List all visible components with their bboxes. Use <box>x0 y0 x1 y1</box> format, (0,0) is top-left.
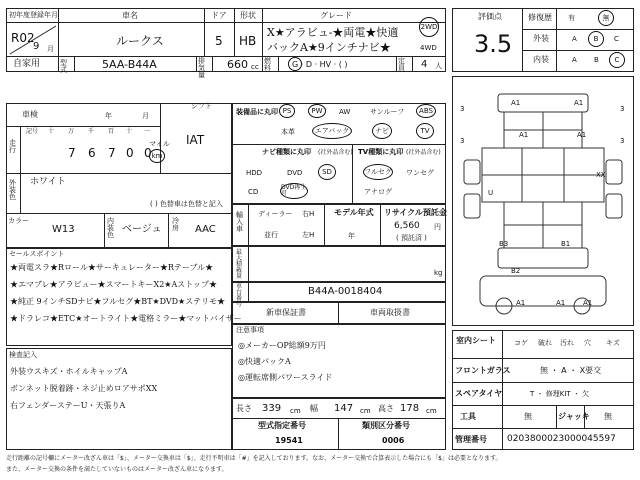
use-value: 自家用 <box>13 59 41 69</box>
seat-option: 穴 <box>584 339 591 347</box>
recycle-label: リサイクル預託金 <box>384 208 447 217</box>
navi-cd: CD <box>248 188 259 196</box>
inspection-label: 車検 <box>22 110 38 119</box>
damage-mark: U <box>488 189 494 197</box>
footer-line-2: また、メーター交換の条件を満たしていないものはメーター改ざん車になります。 <box>6 466 228 473</box>
car-outline-diagram <box>452 76 634 326</box>
jack-value: 無 <box>604 412 612 421</box>
odo-label: 走行 <box>9 139 16 154</box>
damage-mark: 3 <box>460 137 465 145</box>
equip-leather: 本革 <box>281 128 295 136</box>
capacity-unit: 人 <box>435 62 442 70</box>
spare-label: スペアタイヤ <box>455 389 503 398</box>
ac-value: AAC <box>195 224 216 235</box>
model-year-label: モデル年式 <box>334 208 374 217</box>
damage-mark: 3 <box>620 105 625 113</box>
ext-b-circle: B <box>588 31 604 47</box>
int-label: 内装 <box>533 55 549 64</box>
inspector-line: ボンネット脱着跡・ネジ止めロアサポXX <box>10 384 158 393</box>
repair-label: 修復歴 <box>528 13 552 22</box>
length-label: 長さ <box>236 404 252 413</box>
displacement-label: 排気量 <box>198 57 205 79</box>
navi-sub: (社外品含む) <box>318 149 353 156</box>
odo-unit: 記号 <box>26 128 39 135</box>
cc-unit: cc <box>251 63 259 71</box>
manual-label: 車両取扱書 <box>370 308 410 317</box>
exterior-color: ホワイト <box>30 177 66 187</box>
model-value: 5AA-B44A <box>102 58 157 71</box>
seat-option: 汚れ <box>560 339 574 347</box>
repair-yes: 有 <box>568 14 575 22</box>
load-label: 最大積載量 <box>236 249 243 280</box>
width-value: 147 <box>334 403 354 414</box>
interior-label: 内装色 <box>107 217 114 239</box>
import-label: 輸入車 <box>236 211 243 233</box>
note-line: ◎メーカーOP総額9万円 <box>238 341 326 350</box>
odo-digit: 7 <box>108 146 116 160</box>
damage-mark: B3 <box>499 240 509 248</box>
load-block <box>232 246 446 282</box>
inspection-month: 月 <box>142 112 149 120</box>
capacity-label: 定員 <box>398 57 405 72</box>
glass-label: フロントガラス <box>455 366 511 375</box>
ext-c: C <box>614 35 619 43</box>
km-circle: km <box>149 149 165 163</box>
equip-abs: ABS <box>416 104 436 118</box>
shape-value: HB <box>239 34 257 48</box>
model-label: 型式 <box>60 59 67 74</box>
drive-4wd: 4WD <box>420 44 437 52</box>
odo-unit: 百 <box>108 128 115 135</box>
shift-label: シフト <box>191 102 212 110</box>
recycle-value: 6,560 <box>394 221 420 231</box>
displacement-value: 660 <box>227 58 248 71</box>
spare-options: T ・ 修理KIT ・ 欠 <box>530 390 590 398</box>
equip-aw: AW <box>339 108 351 116</box>
shift-value: IAT <box>186 133 205 147</box>
grade-label: グレード <box>320 11 352 20</box>
mgmt-label: 管理番号 <box>455 435 487 444</box>
seat-label: 室内シート <box>456 336 496 345</box>
footer-line-1: 走行距離の記号欄にメーター改ざん車は「$」、メーター交換車は「$」、走行不明車は「#」を記入しております。なお、メーター交換で合算表示した場合にも「$」は必要となります。 <box>6 455 502 462</box>
int-c-circle: C <box>609 52 625 68</box>
grade-line2: バックA★9インチナビ★ <box>267 41 391 54</box>
jack-label: ジャッキ <box>558 412 590 421</box>
width-label: 幅 <box>310 404 318 413</box>
color-code: W13 <box>52 224 75 235</box>
note-line: ◎運転席側パワースライド <box>238 373 333 382</box>
tv-analog: アナログ <box>364 188 392 196</box>
tv-sub: (社外品含む) <box>406 149 441 156</box>
type-cert-label: 型式指定番号 <box>258 421 306 430</box>
odo-digit: 6 <box>88 146 96 160</box>
sales-point-line: ★ドラレコ★ETC★オートライト★電格ミラー★マットバイザー <box>10 314 242 323</box>
fuel-label: 燃料 <box>264 57 271 72</box>
damage-mark: A1 <box>511 99 521 107</box>
odo-digit: 7 <box>68 146 76 160</box>
tv-oneseg: ワンセグ <box>406 169 434 177</box>
equip-tv: TV <box>416 123 434 139</box>
navi-type-label: ナビ種類に丸印 <box>262 148 311 156</box>
model-year-unit: 年 <box>348 232 355 240</box>
class-label: 類別区分番号 <box>362 421 410 430</box>
glass-options: 無 ・ A ・ X要交 <box>540 366 602 375</box>
damage-mark: B2 <box>511 267 521 275</box>
recycle-unit: 円 <box>434 223 441 231</box>
doors-label: ドア <box>211 11 227 20</box>
car-name-label: 車名 <box>122 11 138 20</box>
seat-option: キズ <box>606 339 620 347</box>
inspection-year: 年 <box>105 112 112 120</box>
chassis-value: B44A-0018404 <box>308 286 383 297</box>
drive-2wd-circle: 2WD <box>419 17 439 37</box>
odo-unit: 十 <box>48 128 55 135</box>
damage-mark: XX <box>596 171 606 179</box>
mile-label: マイル <box>149 140 170 148</box>
warranty-block <box>232 302 446 324</box>
equipment-label: 装備品に丸印 <box>236 108 278 116</box>
interior-color: ベージュ <box>122 224 162 235</box>
notes-label: 注意事項 <box>236 326 264 334</box>
damage-mark: A1 <box>577 131 587 139</box>
odo-digit: 0 <box>144 146 152 160</box>
color-code-label: カラー <box>8 217 29 225</box>
repair-no-circle: 無 <box>598 10 614 26</box>
recycle-note: ( 預託済 ) <box>396 234 427 242</box>
note-line: ◎快適パックA <box>238 357 291 366</box>
fuel-options: G · D · HV · ( ) <box>292 60 348 69</box>
class-value: 0006 <box>382 436 405 445</box>
height-label: 高さ <box>378 404 394 413</box>
color-note: ( ) 色替車は色替と記入 <box>150 200 223 208</box>
length-value: 339 <box>262 403 282 414</box>
mgmt-value: 0203800023000045597 <box>507 434 616 444</box>
equip-airbag: エアバック <box>312 123 352 139</box>
reg-month: 9 <box>33 41 40 52</box>
height-unit: cm <box>426 407 437 415</box>
reg-label: 初年度登録年月 <box>9 11 58 19</box>
navi-hdd: HDD <box>246 169 263 177</box>
import-right: 右H <box>302 210 315 218</box>
score-value: 3.5 <box>474 30 513 58</box>
odo-unit: 万 <box>68 128 75 135</box>
equip-sunroof: サンルーフ <box>370 108 405 116</box>
tool-label: 工具 <box>460 412 476 421</box>
damage-mark: A1 <box>556 299 566 307</box>
damage-mark: 3 <box>460 105 465 113</box>
sales-point-line: ★エマブレ★アラビュー★スマートキーX2★Aストップ★ <box>10 280 218 289</box>
odo-unit: 千 <box>88 128 95 135</box>
exterior-label: 外装色 <box>9 179 16 201</box>
ext-label: 外装 <box>533 34 549 43</box>
import-parallel: 並行 <box>264 231 278 239</box>
navi-sd: SD <box>318 164 336 180</box>
damage-mark: A1 <box>574 99 584 107</box>
damage-mark: A1 <box>583 299 593 307</box>
odo-digit: 0 <box>126 146 134 160</box>
inspector-line: 右フェンダーステーU・天張りA <box>10 401 126 410</box>
equip-pw: PW <box>308 104 326 118</box>
era-year: R02 <box>11 31 35 45</box>
import-left: 左H <box>302 231 315 239</box>
grade-line1: X★アラビュ-★両電★快適 <box>267 26 399 39</box>
type-cert-value: 19541 <box>275 436 303 445</box>
damage-mark: A1 <box>516 299 526 307</box>
inspector-label: 検査記入 <box>9 351 37 359</box>
fuel-g-circle <box>288 57 302 71</box>
damage-mark: A1 <box>519 131 529 139</box>
inspector-block <box>6 348 232 450</box>
doors-value: 5 <box>215 34 223 48</box>
odo-unit: 十 <box>126 128 133 135</box>
length-unit: cm <box>290 407 301 415</box>
int-b: B <box>594 56 599 64</box>
reg-month-unit: 月 <box>47 45 54 53</box>
warranty-label: 新車保証書 <box>266 308 306 317</box>
sales-point-line: ★純正 9インチSDナビ★フルセグ★BT★DVD★ステリモ★ <box>10 297 226 306</box>
navi-dvd: DVD <box>287 169 303 177</box>
sales-point-line: ★両電スラ★Rロール★サーキュレーター★Rテーブル★ <box>10 263 214 272</box>
shape-label: 形状 <box>240 11 256 20</box>
import-dealer: ディーラー <box>258 210 293 218</box>
damage-mark: B1 <box>561 240 571 248</box>
navi-dvd-play: DVD再生可 <box>281 184 307 197</box>
tv-fullseg: フルセグ <box>363 164 393 180</box>
score-label: 評価点 <box>478 12 502 21</box>
int-a: A <box>572 56 577 64</box>
height-value: 178 <box>400 403 420 414</box>
seat-option: 破れ <box>538 339 552 347</box>
ac-label: 冷房 <box>172 217 179 232</box>
capacity-value: 4 <box>421 59 428 70</box>
width-unit: cm <box>360 407 371 415</box>
inspector-line: 外装ウスキズ・ホイルキャップA <box>10 367 128 376</box>
load-unit: kg <box>434 269 443 277</box>
chassis-label: 車台番号 <box>236 283 243 308</box>
seat-option: コゲ <box>514 339 528 347</box>
ext-a: A <box>572 35 577 43</box>
sales-points-label: セールスポイント <box>9 250 65 258</box>
damage-mark: 3 <box>620 137 625 145</box>
odo-unit: 一 <box>144 128 151 135</box>
tv-type-label: TV種類に丸印 <box>358 148 404 156</box>
car-name: ルークス <box>116 34 164 48</box>
equip-navi: ナビ <box>372 123 392 139</box>
tool-value: 無 <box>524 412 532 421</box>
equip-ps: PS <box>279 104 295 118</box>
